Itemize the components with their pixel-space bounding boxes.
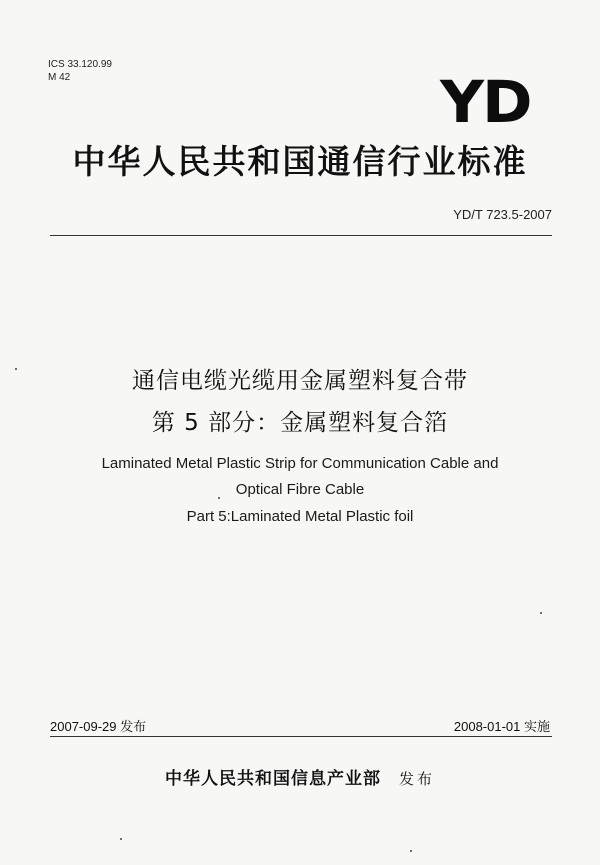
standard-number: YD/T 723.5-2007 bbox=[453, 207, 552, 222]
footer-divider bbox=[50, 736, 552, 737]
scan-speck bbox=[410, 850, 412, 852]
implementation-date: 2008-01-01 实施 bbox=[453, 719, 550, 734]
chinese-title-line-2: 第 5 部分：金属塑料复合箔 bbox=[151, 410, 449, 436]
english-title-line-2: Optical Fibre Cable bbox=[235, 481, 365, 498]
header-divider bbox=[50, 235, 552, 236]
issue-date: 2007-09-29 发布 bbox=[50, 719, 147, 734]
ics-code: ICS 33.120.99 bbox=[48, 59, 112, 70]
classification-codes bbox=[48, 58, 112, 84]
chinese-title-line-1: 通信电缆光缆用金属塑料复合带 bbox=[132, 368, 468, 394]
standard-category-title: 中华人民共和国通信行业标准 bbox=[72, 142, 528, 181]
ccs-code: M 42 bbox=[48, 72, 71, 83]
publisher-name: 中华人民共和国信息产业部 bbox=[164, 769, 381, 789]
english-title-line-1: Laminated Metal Plastic Strip for Communication Cable and bbox=[101, 455, 499, 472]
scan-speck bbox=[15, 368, 17, 370]
english-title-line-3: Part 5:Laminated Metal Plastic foil bbox=[186, 508, 414, 525]
scan-speck bbox=[120, 838, 122, 840]
publisher-issue-label: 发布 bbox=[398, 770, 435, 788]
scan-speck bbox=[218, 497, 220, 499]
scan-speck bbox=[540, 612, 542, 614]
publisher-line bbox=[0, 764, 600, 789]
yd-logo: YD bbox=[440, 68, 531, 136]
